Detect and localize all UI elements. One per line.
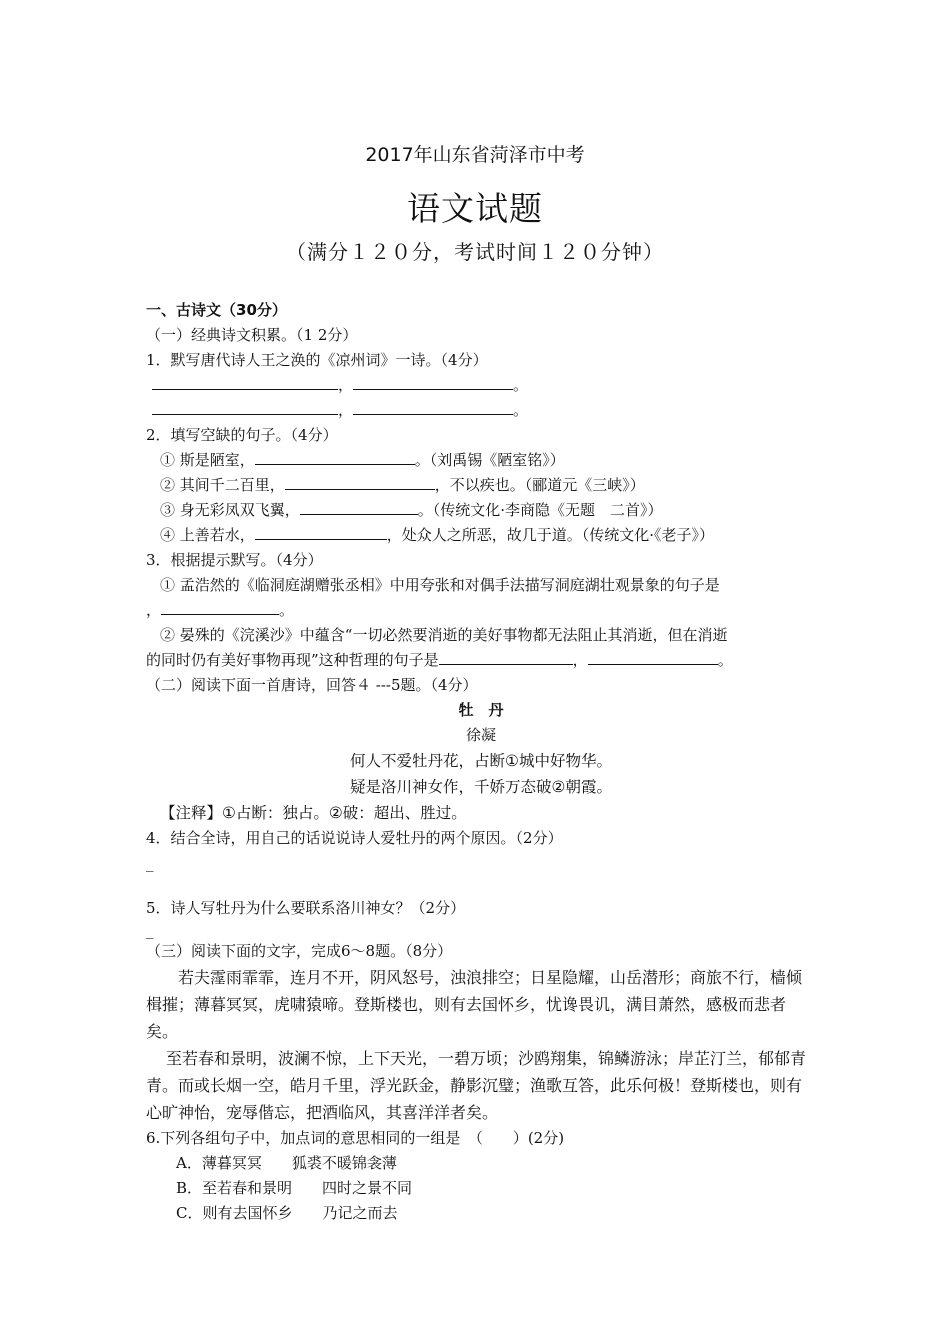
q1-comma: ， (338, 376, 354, 394)
poem-title: 牡 丹 (458, 701, 504, 719)
exam-top-title: 2017年山东省菏泽市中考 (365, 144, 585, 166)
q3-item-1-answer (146, 598, 816, 623)
exam-content (146, 298, 816, 1226)
part1-heading: （一）经典诗文积累。（1 2分） (146, 326, 358, 344)
part3-heading: （三）阅读下面的文字，完成6～8题。（8分） (146, 942, 453, 960)
answer-blank[interactable] (255, 449, 415, 465)
section-heading: 一、古诗文（30分） (146, 301, 287, 319)
question-3: 3．根据提示默写。（4分） (146, 551, 323, 569)
q1-answer-line-1 (146, 373, 816, 398)
q3-item-2-answer (146, 648, 816, 673)
answer-blank[interactable] (353, 399, 513, 415)
q1-period: 。 (513, 376, 529, 394)
q2-item-source: 。（传统文化·李商隐《无题 二首》） (417, 501, 663, 519)
answer-blank[interactable] (255, 524, 387, 540)
q3-item-1-text: ① 孟浩然的《临洞庭湖赠张丞相》中用夸张和对偶手法描写洞庭湖壮观景象的句子是 (160, 576, 720, 594)
question-5: 5．诗人写牡丹为什么要联系洛川神女？（2分） (146, 899, 466, 917)
q6-option-b[interactable]: B．至若春和景明 四时之景不同 (176, 1179, 413, 1197)
passage-paragraph-1: 若夫霪雨霏霏，连月不开，阴风怒号，浊浪排空；日星隐耀，山岳潜形；商旅不行，樯倾楫摧；薄暮冥冥，虎啸猿啼。登斯楼也，则有去国怀乡，忧谗畏讥，满目萧然，感极而悲者矣。 (146, 968, 803, 1041)
part2-heading: （二）阅读下面一首唐诗，回答４ ---5题。（4分） (146, 676, 478, 694)
answer-blank[interactable] (300, 499, 418, 515)
poem-note: 【注释】①占断：独占。②破：超出、胜过。 (160, 804, 467, 822)
q2-item-1 (146, 448, 816, 473)
exam-main-title: 语文试题 (407, 189, 543, 228)
q2-item-2 (146, 473, 816, 498)
answer-blank[interactable] (152, 399, 338, 415)
q2-item-3 (146, 498, 816, 523)
answer-blank[interactable] (353, 374, 513, 390)
q2-item-source: ，处众人之所恶，故几于道。（传统文化·《老子》） (386, 526, 715, 544)
poem-line-2: 疑是洛川神女作，千娇万态破②朝霞。 (350, 778, 612, 796)
answer-blank[interactable] (439, 649, 573, 665)
q2-item-text: ④ 上善若水， (160, 526, 255, 544)
q4-answer-mark[interactable]: _ (146, 854, 154, 872)
q3-comma: ， (146, 601, 162, 619)
q2-item-text: ② 其间千二百里， (160, 476, 285, 494)
answer-blank[interactable] (161, 599, 279, 615)
q3-period: 。 (279, 601, 295, 619)
question-6: 6.下列各组句子中，加点词的意思相同的一组是 （ ）(2分) (146, 1129, 565, 1147)
q2-item-text: ③ 身无彩凤双飞翼， (160, 501, 300, 519)
q3-comma: ， (572, 651, 588, 669)
q2-item-source: ，不以疾也。（郦道元《三峡》） (434, 476, 645, 494)
q6-option-a[interactable]: A．薄暮冥冥 狐裘不暖锦衾薄 (176, 1154, 397, 1172)
exam-subtitle: （满分１２０分，考试时间１２０分钟） (286, 240, 664, 264)
question-4: 4．结合全诗，用自己的话说说诗人爱牡丹的两个原因。（2分） (146, 829, 563, 847)
q3-period: 。 (717, 651, 733, 669)
answer-blank[interactable] (152, 374, 338, 390)
q1-period: 。 (513, 401, 529, 419)
q3-item-2-text: ② 晏殊的《浣溪沙》中蕴含“一切必然要消逝的美好事物都无法阻止其消逝，但在消逝 (160, 626, 728, 644)
passage-paragraph-2: 至若春和景明，波澜不惊，上下天光，一碧万顷；沙鸥翔集，锦鳞游泳；岸芷汀兰，郁郁青青。而或长烟一空，皓月千里，浮光跃金，静影沉璧；渔歌互答，此乐何极！登斯楼也，则有心旷神怡，宠辱偕忘，把酒临风，其喜洋洋者矣。 (146, 1049, 807, 1122)
q2-item-4 (146, 523, 816, 548)
q6-option-c[interactable]: C．则有去国怀乡 乃记之而去 (176, 1204, 398, 1222)
poem-author: 徐凝 (465, 726, 496, 744)
q3-item-2-text-cont: 的同时仍有美好事物再现”这种哲理的句子是 (146, 651, 439, 669)
q2-item-source: 。（刘禹锡《陋室铭》） (414, 451, 565, 469)
q5-answer-mark[interactable]: _ (146, 921, 154, 939)
question-1: 1．默写唐代诗人王之涣的《凉州词》一诗。（4分） (146, 351, 488, 369)
poem-line-1: 何人不爱牡丹花，占断①城中好物华。 (350, 752, 612, 770)
q1-answer-line-2 (146, 398, 816, 423)
question-2: 2．填写空缺的句子。（4分） (146, 426, 338, 444)
q2-item-text: ① 斯是陋室， (160, 451, 255, 469)
answer-blank[interactable] (588, 649, 718, 665)
answer-blank[interactable] (285, 474, 435, 490)
q1-comma: ， (338, 401, 354, 419)
